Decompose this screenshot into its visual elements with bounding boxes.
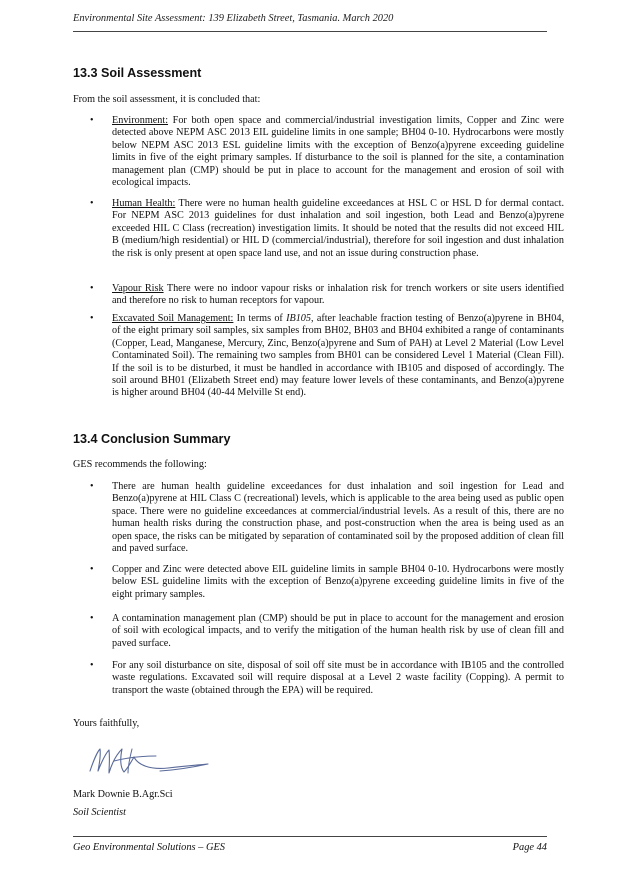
page-number: Page 44 [512,842,547,853]
item-text: In terms of [233,313,287,324]
list-item-recommendation: There are human health guideline exceedances for dust inhalation and soil ingestion for Lead and Benzo(a)pyrene at HIL Class C (recreational) levels, which is applicable to the area being used as public open space. There were no guideline exceedances at commercial/industrial levels. As a result of this, there are no human health risks during the construction phase, and post-construction when the area is being used as an open space, the risks can be mitigated by separation of contaminated soil by the proposed addition of clean fill and paved surface. [112,481,564,555]
list-item-human-health [112,198,564,260]
item-text: For both open space and commercial/industrial investigation limits, Copper and Zinc were detected above NEPM ASC 2013 EIL guideline limits in one sample; BH04 0-10. Hydrocarbons were mostly below NEPM ASC 2013 ESL guideline limits with the exception of Benzo(a)pyrene exceeding guideline limits in five of the eight primary samples. If disturbance to the soil is planned for the site, a contamination management plan (CMP) should be put in place to account for the management and erosion of soil with ecological impacts. [112,115,564,189]
bullet-icon: • [90,313,94,324]
item-label: Excavated Soil Management: [112,313,234,324]
section-title: Soil Assessment [101,66,202,80]
bullet-icon: • [90,481,94,492]
item-label: Environment: [112,115,169,126]
bullet-icon: • [90,115,94,126]
bullet-icon: • [90,198,94,209]
list-item-recommendation: Copper and Zinc were detected above EIL guideline limits in sample BH04 0-10. Hydrocarbons were mostly below ESL guideline limits with the exception of Benzo(a)pyrene exceeding guideline limits in five of the eight primary samples. [112,564,564,600]
section-number: 13.3 [73,66,98,80]
section-heading-13-4 [73,432,230,446]
list-item-environment [112,115,564,189]
section-number: 13.4 [73,432,98,446]
item-reference: IB105 [286,313,311,324]
item-text: There were no human health guideline exceedances at HSL C or HSL D for dermal contact. For NEPM ASC 2013 guidelines for dust inhalation and soil ingestion, both Lead and Benzo(a)pyrene exceeded HIL C Class (recreation) investigation limits. It should be noted that the results did not exceed HIL B (medium/high residential) or HIL D (commercial/industrial), therefore for soil ingestion and dust inhalation the risk is only present at open space land use, and not an issue during construction phase. [112,198,564,259]
item-text: There were no indoor vapour risks or inhalation risk for trench workers or site users identified and therefore no risk to human receptors for vapour. [112,283,564,307]
signatory-name: Mark Downie B.Agr.Sci [73,789,173,800]
bullet-icon: • [90,283,94,294]
item-label: Human Health: [112,198,176,209]
section-title: Conclusion Summary [101,432,231,446]
footer-company: Geo Environmental Solutions – GES [73,842,225,853]
section-intro: From the soil assessment, it is concluded that: [73,94,261,105]
closing-salutation: Yours faithfully, [73,718,140,729]
list-item-vapour-risk [112,283,564,308]
running-header: Environmental Site Assessment: 139 Elizabeth Street, Tasmania. March 2020 [73,13,394,24]
list-item-recommendation: A contamination management plan (CMP) should be put in place to account for the management and erosion of soil with ecological impacts, and to verify the mitigation of the human health risk by use of clean fill and paved surface. [112,613,564,649]
signature-image [84,737,214,785]
header-rule [73,31,547,32]
item-label: Vapour Risk [112,283,164,294]
bullet-icon: • [90,660,94,671]
list-item-recommendation: For any soil disturbance on site, disposal of soil off site must be in accordance with IB105 and the controlled waste regulations. Excavated soil will require disposal at a Level 2 waste facility (Copping). A permit to transport the waste (obtained through the EPA) will be required. [112,660,564,696]
section-heading-13-3 [73,66,201,80]
bullet-icon: • [90,564,94,575]
list-item-excavated-soil [112,313,564,400]
bullet-icon: • [90,613,94,624]
item-text: , after leachable fraction testing of Benzo(a)pyrene in BH04, of the eight primary soil samples, six samples from BH02, BH03 and BH04 exhibited a range of contaminants (Copper, Lead, Manganese, Mercury, Zinc, Benzo(a)pyrene and Sum of PAH) at Level 2 Material (Low Level Contaminated Soil). The remaining two samples from BH01 can be considered Level 1 Material (Clean Fill). If the soil is to be disturbed, it must be handled in accordance with IB105 and disposed of accordingly. The soil around BH01 (Elizabeth Street end) may feature lower levels of these contaminants, and Benzo(a)pyrene is higher around BH04 (40-44 Melville St end). [112,313,565,399]
footer-rule [73,836,547,837]
section-intro: GES recommends the following: [73,459,207,470]
signatory-role: Soil Scientist [73,807,126,818]
